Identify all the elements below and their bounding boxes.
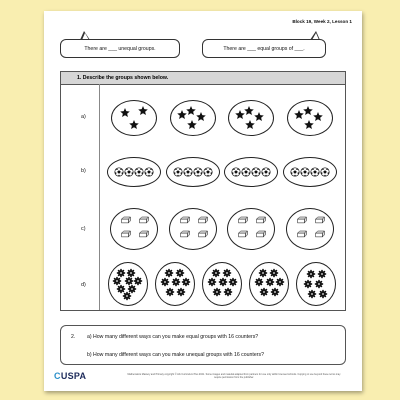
group-oval: [249, 262, 289, 306]
divider: [99, 84, 100, 310]
flower-icon: [223, 269, 232, 278]
row-label-d: d): [81, 282, 86, 288]
flower-icon: [275, 278, 284, 287]
block-icon: [180, 231, 189, 237]
flower-icon: [224, 288, 233, 297]
star-icon: [129, 120, 139, 129]
flower-icon: [306, 270, 315, 279]
star-icon: [245, 120, 255, 129]
star-icon: [303, 106, 313, 115]
sentence-stem-equal: There are ___ equal groups of ___.: [202, 39, 326, 58]
group-oval: [110, 208, 158, 250]
star-icon: [294, 110, 304, 119]
flower-icon: [317, 270, 326, 279]
block-icon: [198, 217, 207, 223]
flower-icon: [269, 269, 278, 278]
football-icon: [135, 168, 143, 176]
group-oval: [155, 262, 195, 306]
flower-icon: [314, 280, 323, 289]
football-icon: [204, 168, 212, 176]
football-icon: [242, 168, 250, 176]
block-icon: [257, 231, 266, 237]
flower-icon: [177, 288, 186, 297]
flower-icon: [259, 288, 268, 297]
flower-icon: [212, 269, 221, 278]
football-icon: [174, 168, 182, 176]
row-label-a: a): [81, 114, 86, 120]
group-oval: [170, 100, 216, 136]
question-2b-text: b) How many different ways can you make unequal groups with 16 counters?: [87, 352, 264, 358]
star-icon: [120, 108, 130, 117]
football-icon: [321, 168, 329, 176]
row-c-groups: [105, 207, 339, 251]
question-2a-text: a) How many different ways can you make equal groups with 16 counters?: [87, 334, 259, 340]
flower-icon: [128, 285, 137, 294]
flower-icon: [165, 269, 174, 278]
question-1-box: [60, 71, 346, 311]
group-oval: [283, 157, 337, 187]
group-oval: [111, 100, 157, 136]
flower-icon: [113, 277, 122, 286]
block-icon: [315, 217, 324, 223]
question-2-box: [60, 325, 346, 365]
flower-icon: [213, 288, 222, 297]
group-oval: [296, 262, 336, 306]
flower-icon: [307, 290, 316, 299]
flower-icon: [176, 269, 185, 278]
flower-icon: [166, 288, 175, 297]
football-icon: [291, 168, 299, 176]
flower-icon: [127, 269, 136, 278]
flower-icon: [117, 285, 126, 294]
question-1-title: 1. Describe the groups shown below.: [61, 72, 345, 85]
group-oval: [108, 262, 148, 306]
football-icon: [301, 168, 309, 176]
football-icon: [252, 168, 260, 176]
block-icon: [180, 217, 189, 223]
flower-icon: [123, 292, 132, 301]
flower-icon: [258, 269, 267, 278]
star-icon: [196, 112, 206, 121]
football-icon: [125, 168, 133, 176]
flower-icon: [254, 278, 263, 287]
star-icon: [186, 106, 196, 115]
group-oval: [202, 262, 242, 306]
block-icon: [239, 231, 248, 237]
group-oval: [169, 208, 217, 250]
group-oval: [224, 157, 278, 187]
flower-icon: [318, 290, 327, 299]
football-icon: [262, 168, 270, 176]
group-oval: [287, 100, 333, 136]
football-icon: [184, 168, 192, 176]
row-label-c: c): [81, 226, 86, 232]
star-icon: [187, 120, 197, 129]
star-icon: [138, 106, 148, 115]
copyright-footer: Mathematics Mastery and Primary copyright © Ark Curriculum Plus 2021. Some images and material adapted from partners for use only within licensed schools. Copying or use beyond these terms may require permission from the publisher.: [127, 373, 341, 380]
star-icon: [313, 112, 323, 121]
star-icon: [244, 106, 254, 115]
star-icon: [235, 110, 245, 119]
star-icon: [254, 112, 264, 121]
flower-icon: [229, 278, 238, 287]
group-oval: [166, 157, 220, 187]
flower-icon: [182, 278, 191, 287]
block-icon: [239, 217, 248, 223]
flower-icon: [219, 278, 228, 287]
group-oval: [107, 157, 161, 187]
football-icon: [115, 168, 123, 176]
row-d-groups: [105, 262, 339, 306]
flower-icon: [117, 269, 126, 278]
block-icon: [122, 217, 131, 223]
block-icon: [198, 231, 207, 237]
block-icon: [257, 217, 266, 223]
block-icon: [122, 231, 131, 237]
lesson-header: Block 19, Week 2, Lesson 1: [292, 19, 352, 24]
star-icon: [177, 110, 187, 119]
block-icon: [140, 217, 149, 223]
group-oval: [228, 100, 274, 136]
star-icon: [304, 120, 314, 129]
block-icon: [297, 231, 306, 237]
group-oval: [227, 208, 275, 250]
block-icon: [297, 217, 306, 223]
flower-icon: [134, 277, 143, 286]
football-icon: [311, 168, 319, 176]
flower-icon: [161, 278, 170, 287]
block-icon: [315, 231, 324, 237]
flower-icon: [265, 278, 274, 287]
worksheet-page: [44, 11, 362, 391]
flower-icon: [303, 280, 312, 289]
football-icon: [145, 168, 153, 176]
cuspa-logo: CUSPA: [54, 371, 87, 381]
row-a-groups: [105, 98, 339, 138]
flower-icon: [208, 278, 217, 287]
row-b-groups: [105, 152, 339, 192]
flower-icon: [172, 278, 181, 287]
block-icon: [140, 231, 149, 237]
football-icon: [194, 168, 202, 176]
question-2-number: 2.: [71, 334, 76, 340]
group-oval: [286, 208, 334, 250]
row-label-b: b): [81, 168, 86, 174]
sentence-stem-unequal: There are ___ unequal groups.: [60, 39, 180, 58]
football-icon: [232, 168, 240, 176]
flower-icon: [270, 288, 279, 297]
flower-icon: [125, 277, 134, 286]
